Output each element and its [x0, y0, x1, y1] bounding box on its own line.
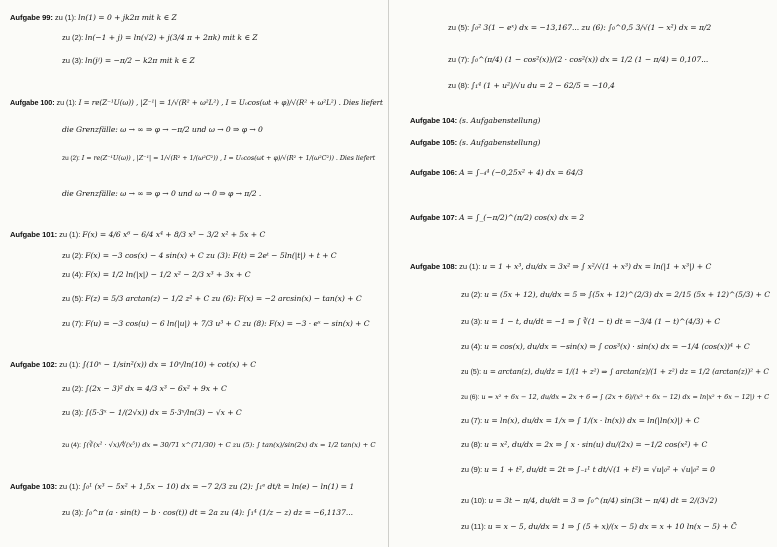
solution-line: [62, 384, 227, 394]
formula: die Grenzfälle: ω → ∞ ⇒ φ → −π/2 und ω → 0 ⇒ φ → 0: [62, 125, 263, 134]
exercise-heading: Aufgabe 100:: [10, 98, 55, 107]
formula: F(x) = −3 cos(x) − 4 sin(x) + C zu (3): F(t) = 2eᵗ − 5ln(|t|) + t + C: [85, 251, 337, 260]
subtask-label: zu (2):: [62, 384, 84, 393]
subtask-label: zu (1):: [54, 13, 77, 22]
subtask-label: zu (7):: [62, 319, 84, 328]
subtask-label: zu (2):: [461, 290, 483, 299]
solution-line: [62, 56, 195, 66]
formula: A = ∫₋₄⁴ (−0,25x² + 4) dx = 64/3: [459, 168, 583, 177]
solution-line: [410, 262, 711, 272]
solution-line: [10, 482, 354, 492]
formula: (s. Aufgabenstellung): [459, 138, 541, 147]
subtask-label: zu (7):: [448, 55, 470, 64]
subtask-label: zu (5):: [448, 23, 470, 32]
formula: u = x − 5, du/dx = 1 ⇒ ∫ (5 + x)/(x − 5) dx = x + 10 ln(x − 5) + C̃: [487, 522, 737, 531]
formula: ∫₀¹ (x³ − 5x² + 1,5x − 10) dx = −7 2/3 zu (2): ∫₁ᵉ dt/t = ln(e) − ln(1) = 1: [82, 482, 355, 491]
solution-line: [10, 13, 177, 23]
right-column: [390, 0, 777, 547]
solution-line: [461, 440, 707, 450]
subtask-label: zu (5):: [62, 294, 84, 303]
solution-line: [461, 496, 717, 506]
subtask-label: zu (2):: [62, 33, 84, 42]
exercise-heading: Aufgabe 103:: [10, 482, 58, 491]
exercise-heading: Aufgabe 107:: [410, 213, 458, 222]
solution-line: [461, 392, 769, 403]
subtask-label: zu (7):: [461, 416, 483, 425]
solution-line: [461, 317, 720, 327]
formula: F(x) = 4/6 x⁶ − 6/4 x⁴ + 8/3 x³ − 3/2 x² + 5x + C: [82, 230, 266, 239]
formula: I = re(Z⁻¹U(ω)) , |Z⁻¹| = 1/√(R² + ω²L²) , I = U₀cos(ωt + φ)/√(R² + ω²L²) . Dies liefert: [78, 98, 383, 107]
formula: ∫(2x − 3)² dx = 4/3 x³ − 6x² + 9x + C: [85, 384, 227, 393]
formula: ∫(∛(x² · √x)/∜(x⁵)) dx = 30/71 x^(71/30) + C zu (5): ∫ tan(x)/sin(2x) dx = 1/2 tan(x) + C: [82, 441, 376, 449]
formula: u = 1 − t, du/dt = −1 ⇒ ∫ ∛(1 − t) dt = −3/4 (1 − t)^(4/3) + C: [484, 317, 721, 326]
subtask-label: zu (1):: [59, 482, 81, 491]
subtask-label: zu (3):: [62, 408, 84, 417]
subtask-label: zu (8):: [448, 81, 470, 90]
exercise-heading: Aufgabe 105:: [410, 138, 458, 147]
solution-line: [62, 508, 353, 518]
left-column: [0, 0, 388, 547]
solution-line: [62, 125, 263, 135]
subtask-label: zu (9):: [461, 465, 483, 474]
formula: u = 1 + t², du/dt = 2t ⇒ ∫₋₁¹ t dt/√(1 + t²) = √u|₀² + √u|₀² = 0: [484, 465, 715, 474]
solution-line: [461, 290, 770, 300]
subtask-label: zu (2):: [62, 155, 80, 162]
subtask-label: zu (4):: [62, 442, 81, 449]
formula: u = 1 + x³, du/dx = 3x² ⇒ ∫ x²/√(1 + x³) dx = ln(|1 + x³|) + C: [482, 262, 712, 271]
solution-line: [461, 342, 750, 352]
subtask-label: zu (1):: [59, 360, 81, 369]
subtask-label: zu (3):: [62, 508, 84, 517]
solution-line: [410, 138, 540, 148]
solution-line: [62, 33, 258, 43]
solution-line: [410, 116, 540, 126]
formula: u = x² + 6x − 12, du/dx = 2x + 6 ⇒ ∫ (2x + 6)/(x² + 6x − 12) dx = ln|x² + 6x − 12|) + C: [481, 393, 770, 401]
formula: (s. Aufgabenstellung): [459, 116, 541, 125]
solution-line: [461, 465, 715, 475]
subtask-label: zu (1):: [459, 262, 481, 271]
formula: ∫₀^π (a · sin(t) − b · cos(t)) dt = 2a zu (4): ∫₁⁴ (1/z − z) dz = −6,1137...: [85, 508, 353, 517]
solution-line: [410, 213, 584, 223]
solution-line: [448, 23, 711, 33]
exercise-heading: Aufgabe 108:: [410, 262, 458, 271]
exercise-heading: Aufgabe 99:: [10, 13, 53, 22]
subtask-label: zu (5):: [461, 367, 482, 376]
subtask-label: zu (1):: [59, 230, 81, 239]
formula: F(x) = 1/2 ln(|x|) − 1/2 x² − 2/3 x³ + 3x + C: [85, 270, 251, 279]
subtask-label: zu (8):: [461, 440, 483, 449]
formula: A = ∫_(−π/2)^(π/2) cos(x) dx = 2: [459, 213, 585, 222]
solution-line: [448, 81, 615, 91]
solution-line: [448, 55, 708, 65]
subtask-label: zu (3):: [62, 56, 84, 65]
subtask-label: zu (10):: [461, 496, 487, 505]
solution-line: [62, 251, 337, 261]
formula: u = cos(x), du/dx = −sin(x) ⇒ ∫ cos³(x) · sin(x) dx = −1/4 (cos(x))⁴ + C: [484, 342, 750, 351]
solution-line: [62, 270, 250, 280]
solution-line: [62, 408, 242, 418]
solution-line: [62, 189, 261, 199]
formula: u = ln(x), du/dx = 1/x ⇒ ∫ 1/(x · ln(x)) dx = ln(|ln(x)|) + C: [484, 416, 700, 425]
formula: u = x², du/dx = 2x ⇒ ∫ x · sin(u) du/(2x) = −1/2 cos(x²) + C: [484, 440, 708, 449]
subtask-label: zu (6):: [461, 394, 480, 401]
formula: F(z) = 5/3 arctan(z) − 1/2 z² + C zu (6): F(x) = −2 arcsin(x) − tan(x) + C: [85, 294, 362, 303]
exercise-heading: Aufgabe 102:: [10, 360, 58, 369]
formula: I = re(Z⁻¹U(ω)) , |Z⁻¹| = 1/√(R² + 1/(ω²C²)) , I = U₀cos(ωt + φ)/√(R² + 1/(ω²C²)) . Dies liefert: [81, 154, 376, 162]
exercise-heading: Aufgabe 104:: [410, 116, 458, 125]
solution-line: [10, 360, 256, 370]
solution-line: [62, 319, 370, 329]
subtask-label: zu (2):: [62, 251, 84, 260]
formula: u = (5x + 12), du/dx = 5 ⇒ ∫(5x + 12)^(2/3) dx = 2/15 (5x + 12)^(5/3) + C: [484, 290, 770, 299]
formula: ∫(5·3ˣ − 1/(2√x)) dx = 5·3ˣ/ln(3) − √x + C: [85, 408, 242, 417]
subtask-label: zu (11):: [461, 522, 486, 531]
formula: die Grenzfälle: ω → ∞ ⇒ φ → 0 und ω → 0 ⇒ φ → π/2 .: [62, 189, 262, 198]
formula: ∫₁⁴ (1 + u²)/√u du = 2 − 62/5 = −10,4: [471, 81, 615, 90]
subtask-label: zu (4):: [461, 342, 483, 351]
formula: ln(−1 + j) = ln(√2) + j(3/4 π + 2πk) mit k ∈ Z: [85, 33, 258, 42]
solution-line: [10, 98, 383, 108]
formula: u = 3t − π/4, du/dt = 3 ⇒ ∫₀^(π/4) sin(3t − π/4) dt = 2/(3√2): [488, 496, 718, 505]
solution-line: [461, 367, 769, 377]
formula: u = arctan(z), du/dz = 1/(1 + z²) ⇒ ∫ arctan(z)/(1 + z²) dz = 1/2 (arctan(z))² + C: [483, 367, 769, 376]
exercise-heading: Aufgabe 106:: [410, 168, 458, 177]
subtask-label: zu (3):: [461, 317, 483, 326]
formula: F(u) = −3 cos(u) − 6 ln(|u|) + 7/3 u³ + C zu (8): F(x) = −3 · eˣ − sin(x) + C: [85, 319, 370, 328]
solution-line: [62, 153, 375, 164]
formula: ln(1) = 0 + jk2π mit k ∈ Z: [78, 13, 177, 22]
subtask-label: zu (1):: [56, 98, 77, 107]
solution-line: [461, 416, 699, 426]
formula: ∫(10ˣ − 1/sin²(x)) dx = 10ˣ/ln(10) + cot(x) + C: [82, 360, 257, 369]
page-fold-divider: [388, 0, 389, 547]
exercise-heading: Aufgabe 101:: [10, 230, 58, 239]
formula: ln(jʲ) = −π/2 − k2π mit k ∈ Z: [85, 56, 195, 65]
solution-line: [461, 522, 737, 532]
formula: ∫₀² 3(1 − eˣ) dx = −13,167... zu (6): ∫₀^0,5 3/√(1 − x²) dx = π/2: [471, 23, 712, 32]
solution-line: [62, 294, 362, 304]
formula: ∫₀^(π/4) (1 − cos²(x))/(2 · cos²(x)) dx = 1/2 (1 − π/4) = 0,107...: [471, 55, 709, 64]
solution-line: [410, 168, 583, 178]
solution-line: [62, 440, 376, 451]
solution-line: [10, 230, 265, 240]
subtask-label: zu (4):: [62, 270, 84, 279]
